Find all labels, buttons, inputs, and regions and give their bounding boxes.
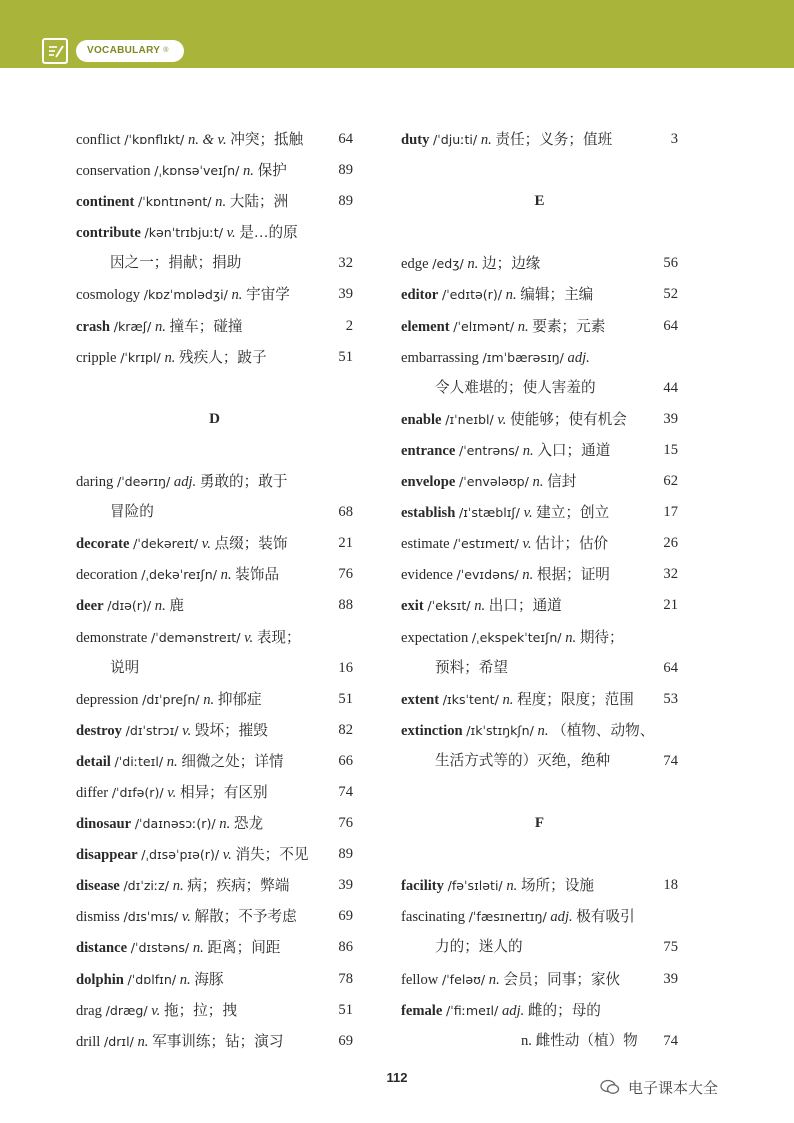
page-ref: 3: [670, 131, 678, 147]
definition: 建立；创立: [536, 505, 610, 522]
phonetic: /ˈfeləʊ/: [441, 971, 486, 987]
phonetic: /dɪə(r)/: [107, 598, 152, 614]
headword: envelope: [401, 474, 456, 491]
vocab-entry: [76, 342, 353, 373]
notepad-pencil-icon: [42, 38, 68, 64]
page-ref: 78: [338, 970, 353, 987]
spacer-line: [76, 373, 353, 404]
page-ref: 64: [663, 317, 678, 334]
phonetic: /ˈentrəns/: [458, 442, 520, 458]
definition: 信封: [547, 474, 577, 491]
part-of-speech: v.: [222, 847, 232, 864]
headword: dolphin: [76, 971, 124, 988]
page-ref: 16: [338, 659, 353, 676]
letter-heading: E: [534, 193, 545, 210]
part-of-speech: v.: [244, 629, 254, 646]
phonetic: /ɪksˈtent/: [442, 691, 499, 707]
definition: n. 雌性动（植）物: [521, 1032, 638, 1049]
part-of-speech: n.: [154, 318, 166, 335]
headword: expectation: [401, 629, 469, 646]
phonetic: /ˈkrɪpl/: [120, 349, 161, 365]
vocab-entry: [401, 279, 678, 310]
spacer-line: [401, 839, 678, 870]
definition: 军事训练；钻；演习: [152, 1033, 284, 1050]
page-ref: 44: [663, 379, 678, 396]
headword: conservation: [76, 163, 151, 180]
vocab-entry: [76, 559, 353, 590]
phonetic: /ɪmˈbærəsɪŋ/: [482, 349, 564, 365]
phonetic: /ˈdɪfə(r)/: [111, 784, 164, 800]
vocab-entry: [76, 715, 353, 746]
vocab-entry: [76, 124, 353, 155]
phonetic: /ˌdɪsəˈpɪə(r)/: [141, 847, 220, 863]
page-ref: 52: [663, 286, 678, 303]
phonetic: /ˈdjuːti/: [433, 132, 478, 147]
page-ref: 76: [338, 566, 353, 583]
definition: 生活方式等的）灭绝，绝种: [435, 752, 611, 769]
part-of-speech: n. & v.: [187, 132, 227, 148]
page-ref: 26: [663, 535, 678, 552]
phonetic: /ˈevɪdəns/: [456, 567, 519, 583]
vocab-entry: [401, 590, 678, 621]
vocab-entry: [401, 311, 678, 342]
part-of-speech: v.: [523, 505, 533, 522]
headword: extent: [401, 691, 440, 708]
part-of-speech: n.: [537, 722, 549, 739]
phonetic: /ˈkɒntɪnənt/: [138, 194, 212, 210]
headword: dismiss: [76, 909, 120, 926]
vocab-entry: [401, 559, 678, 590]
phonetic: /kənˈtrɪbjuːt/: [144, 225, 223, 241]
part-of-speech: n.: [242, 163, 254, 180]
definition: 点缀；装饰: [214, 536, 288, 553]
page-ref: 51: [338, 1001, 353, 1018]
definition: （植物、动物、: [552, 722, 655, 739]
page-ref: 74: [663, 1032, 678, 1049]
headword: cripple: [76, 349, 117, 366]
phonetic: /dɪˈstrɔɪ/: [125, 722, 179, 738]
definition: 令人难堪的；使人害羞的: [435, 379, 596, 396]
vocab-entry: [401, 342, 678, 373]
spacer-line: [76, 435, 353, 466]
part-of-speech: v.: [181, 909, 191, 926]
phonetic: /ˈfæsɪneɪtɪŋ/: [468, 909, 547, 925]
definition: 编辑；主编: [520, 287, 594, 304]
vocab-entry: [76, 155, 353, 186]
entry-continuation: [76, 497, 353, 528]
part-of-speech: n.: [220, 567, 232, 584]
headword: element: [401, 318, 450, 335]
phonetic: /ˈdaɪnəsɔː(r)/: [134, 816, 216, 832]
vocab-entry: [76, 590, 353, 621]
phonetic: /drɪl/: [103, 1033, 134, 1049]
part-of-speech: adj.: [567, 349, 590, 366]
definition: 距离；间距: [207, 940, 281, 957]
headword: fellow: [401, 971, 439, 988]
part-of-speech: n.: [154, 598, 166, 615]
part-of-speech: n.: [506, 878, 518, 895]
definition: 期待；: [579, 629, 624, 646]
part-of-speech: n.: [172, 878, 184, 895]
page-ref: 53: [663, 690, 678, 707]
definition: 细微之处；详情: [181, 753, 284, 770]
headword: establish: [401, 505, 456, 522]
headword: cosmology: [76, 287, 141, 304]
definition: 估计；估价: [535, 536, 609, 553]
headword: conflict: [76, 132, 121, 148]
wechat-icon: [600, 1079, 620, 1095]
vocab-entry: [76, 684, 353, 715]
phonetic: /ɪkˈstɪŋkʃn/: [466, 722, 534, 738]
definition: 撞车；碰撞: [169, 318, 243, 335]
page-ref: 51: [338, 348, 353, 365]
part-of-speech: n.: [231, 287, 243, 304]
part-of-speech: n.: [215, 194, 227, 211]
part-of-speech: n.: [488, 971, 500, 988]
phonetic: /fəˈsɪləti/: [447, 878, 503, 894]
phonetic: /ˌkɒnsəˈveɪʃn/: [154, 163, 240, 179]
page-ref: 82: [338, 721, 353, 738]
definition: 程度；限度；范围: [517, 691, 634, 708]
entry-continuation: [401, 373, 678, 404]
headword: fascinating: [401, 909, 466, 926]
definition: 因之一；捐献；捐助: [110, 255, 242, 272]
page-ref: 39: [663, 410, 678, 427]
headword: exit: [401, 598, 424, 615]
part-of-speech: n.: [192, 940, 204, 957]
entry-continuation: [76, 248, 353, 279]
phonetic: /ɪˈneɪbl/: [445, 411, 494, 427]
vocab-entry: [76, 217, 353, 248]
vocab-entry: [401, 528, 678, 559]
headword: embarrassing: [401, 349, 479, 366]
headword: duty: [401, 132, 430, 148]
definition: 装饰品: [235, 567, 280, 584]
definition: 毁坏；摧毁: [194, 722, 268, 739]
definition: 雌的；母的: [527, 1002, 601, 1019]
phonetic: /ˌdekəˈreɪʃn/: [141, 567, 217, 583]
part-of-speech: n.: [137, 1033, 149, 1050]
part-of-speech: n.: [517, 318, 529, 335]
part-of-speech: v.: [497, 411, 507, 428]
part-of-speech: n.: [467, 256, 479, 273]
spacer-line: [401, 217, 678, 248]
section-label: VOCABULARY ®: [76, 40, 184, 62]
vocab-entry: [76, 777, 353, 808]
definition: 力的；迷人的: [435, 939, 523, 956]
headword: differ: [76, 784, 109, 801]
entry-continuation: [401, 932, 678, 963]
definition: 根据；证明: [536, 567, 610, 584]
phonetic: /ˌekspekˈteɪʃn/: [471, 629, 562, 645]
headword: contribute: [76, 225, 141, 242]
definition: 相异；有区别: [179, 784, 268, 801]
phonetic: /ˈenvələʊp/: [458, 474, 529, 490]
letter-heading: F: [534, 815, 545, 832]
phonetic: /dɪsˈmɪs/: [123, 909, 179, 925]
part-of-speech: v.: [167, 784, 177, 801]
definition: 极有吸引: [576, 909, 635, 926]
phonetic: /ɪˈstæblɪʃ/: [459, 505, 520, 521]
part-of-speech: n.: [532, 474, 544, 491]
headword: distance: [76, 940, 128, 957]
headword: enable: [401, 411, 442, 428]
page-ref: 21: [663, 597, 678, 614]
headword: disappear: [76, 847, 138, 864]
headword: editor: [401, 287, 439, 304]
headword: daring: [76, 474, 114, 491]
definition: 冒险的: [110, 504, 154, 521]
definition: 拖；拉；拽: [163, 1002, 237, 1019]
definition: 使能够；使有机会: [510, 411, 627, 428]
vocab-entry: [401, 995, 678, 1026]
definition: 入口；通道: [537, 442, 611, 459]
vocab-entry: [76, 964, 353, 995]
part-of-speech: n.: [219, 816, 231, 833]
vocab-entry: [401, 622, 678, 653]
phonetic: /kɒzˈmɒlədʒi/: [143, 287, 228, 303]
phonetic: /ˈfiːmeɪl/: [445, 1002, 499, 1018]
phonetic: /dræg/: [105, 1002, 148, 1018]
vocab-entry: [76, 1026, 353, 1057]
phonetic: /kræʃ/: [113, 318, 152, 334]
page-number: 112: [386, 1070, 408, 1085]
part-of-speech: v.: [201, 536, 211, 553]
spacer-line: [401, 777, 678, 808]
spacer-line: [401, 155, 678, 186]
vocab-entry: [401, 248, 678, 279]
part-of-speech: n.: [203, 691, 215, 708]
part-of-speech: n.: [502, 691, 514, 708]
vocab-entry: [76, 839, 353, 870]
part-of-speech: n.: [565, 629, 577, 646]
definition: 出口；通道: [488, 598, 562, 615]
definition: 鹿: [169, 598, 185, 615]
part-of-speech: n.: [166, 753, 178, 770]
definition: 场所；设施: [520, 878, 594, 895]
vocab-entry: [401, 715, 678, 746]
vocab-entry: [401, 870, 678, 901]
headword: deer: [76, 598, 104, 615]
watermark-text: 电子课本大全: [628, 1079, 719, 1097]
page-ref: 66: [338, 752, 353, 769]
definition: 大陆；洲: [229, 194, 289, 211]
page-ref: 88: [338, 597, 353, 614]
headword: detail: [76, 753, 111, 770]
phonetic: /ˈkɒnflɪkt/: [124, 132, 185, 147]
page-ref: 39: [663, 970, 678, 987]
headword: crash: [76, 318, 111, 335]
phonetic: /ˈdeərɪŋ/: [116, 474, 171, 490]
headword: continent: [76, 194, 135, 211]
headword: decorate: [76, 536, 130, 553]
definition: 勇敢的；敢于: [199, 474, 288, 491]
page-ref: 69: [338, 1032, 353, 1049]
page-ref: 74: [338, 783, 353, 800]
headword: evidence: [401, 567, 453, 584]
page-ref: 89: [338, 162, 353, 179]
phonetic: /ˈdɒlfɪn/: [127, 971, 177, 987]
left-column: [76, 124, 353, 1057]
page-ref: 17: [663, 504, 678, 521]
definition: 残疾人；跛子: [179, 349, 267, 366]
page-ref: 64: [338, 131, 353, 147]
phonetic: /dɪˈpreʃn/: [142, 691, 200, 707]
definition: 表现；: [256, 629, 301, 646]
vocab-entry: [76, 808, 353, 839]
vocab-entry: [76, 186, 353, 217]
part-of-speech: v.: [151, 1002, 161, 1019]
phonetic: /ˈdɪstəns/: [130, 940, 190, 956]
vocab-entry: [76, 466, 353, 497]
headword: edge: [401, 256, 429, 273]
definition: 要素；元素: [532, 318, 606, 335]
part-of-speech: adj.: [550, 909, 573, 926]
definition: 责任；义务；值班: [495, 132, 613, 148]
definition: 恐龙: [233, 816, 264, 833]
headword: decoration: [76, 567, 138, 584]
right-column: [401, 124, 678, 1057]
phonetic: /ˈdemənstreɪt/: [150, 629, 241, 645]
entry-continuation: [401, 653, 678, 684]
headword: drag: [76, 1002, 102, 1019]
page-ref: 69: [338, 908, 353, 925]
page-ref: 56: [663, 255, 678, 272]
part-of-speech: v.: [226, 225, 236, 242]
part-of-speech: n.: [480, 132, 492, 148]
headword: demonstrate: [76, 629, 148, 646]
vocab-entry: [76, 932, 353, 963]
part-of-speech: adj.: [173, 474, 197, 491]
part-of-speech: n.: [179, 971, 191, 988]
headword: dinosaur: [76, 816, 132, 833]
definition: 保护: [257, 163, 287, 180]
definition: 抑郁症: [217, 691, 262, 708]
definition: 边；边缘: [482, 256, 541, 273]
page-ref: 21: [338, 535, 353, 552]
entry-continuation: [401, 746, 678, 777]
vocab-entry: [401, 435, 678, 466]
page-ref: 18: [663, 877, 678, 894]
part-of-speech: n.: [522, 567, 534, 584]
page-ref: 2: [345, 317, 353, 334]
page-ref: 15: [663, 441, 678, 458]
headword: female: [401, 1002, 443, 1019]
header-bar: [0, 0, 794, 68]
vocab-entry: [76, 622, 353, 653]
vocab-entry: [76, 279, 353, 310]
vocab-entry: [401, 466, 678, 497]
vocab-entry: [76, 995, 353, 1026]
part-of-speech: n.: [164, 349, 176, 366]
definition: 是…的原: [239, 225, 298, 242]
page-ref: 75: [663, 939, 678, 956]
page-ref: 32: [663, 566, 678, 583]
phonetic: /edʒ/: [432, 256, 464, 272]
headword: disease: [76, 878, 120, 895]
entry-continuation: [401, 1026, 678, 1057]
headword: estimate: [401, 536, 450, 553]
definition: 解散；不予考虑: [194, 909, 297, 926]
vocab-entry: [401, 404, 678, 435]
vocab-entry: [76, 901, 353, 932]
phonetic: /ˈestɪmeɪt/: [453, 536, 519, 552]
phonetic: /ˈdiːteɪl/: [114, 753, 164, 769]
part-of-speech: n.: [505, 287, 517, 304]
headword: destroy: [76, 722, 122, 739]
vocab-entry: [401, 901, 678, 932]
phonetic: /ˈdekəreɪt/: [133, 536, 199, 552]
definition: 说明: [110, 659, 140, 676]
page-ref: 51: [338, 690, 353, 707]
definition: 病；疾病；弊端: [187, 878, 290, 895]
vocab-entry: [401, 497, 678, 528]
headword: depression: [76, 691, 139, 708]
phonetic: /dɪˈziːz/: [123, 878, 170, 894]
vocab-entry: [76, 746, 353, 777]
page-ref: 89: [338, 846, 353, 863]
page-ref: 86: [338, 939, 353, 956]
vocab-entry: [76, 311, 353, 342]
definition: 会员；同事；家伙: [503, 971, 621, 988]
headword: facility: [401, 878, 444, 895]
headword: entrance: [401, 442, 456, 459]
phonetic: /ˈedɪtə(r)/: [441, 287, 503, 303]
phonetic: /ˈeksɪt/: [427, 598, 471, 614]
page-ref: 32: [338, 255, 353, 272]
part-of-speech: n.: [522, 442, 534, 459]
page-ref: 39: [338, 877, 353, 894]
definition: 宇宙学: [246, 287, 290, 304]
part-of-speech: v.: [182, 722, 192, 739]
page-ref: 39: [338, 286, 353, 303]
definition: 海豚: [194, 971, 224, 988]
page-ref: 64: [663, 659, 678, 676]
page-ref: 74: [663, 752, 678, 769]
vocab-entry: [401, 684, 678, 715]
headword: drill: [76, 1033, 101, 1050]
definition: 预料；希望: [435, 659, 508, 676]
entry-continuation: [76, 653, 353, 684]
letter-heading: D: [209, 410, 220, 427]
definition: 冲突；抵触: [230, 132, 304, 148]
vocab-entry: [401, 964, 678, 995]
headword: extinction: [401, 722, 463, 739]
page-ref: 89: [338, 193, 353, 210]
part-of-speech: v.: [522, 536, 532, 553]
vocab-entry: [401, 124, 678, 155]
vocab-entry: [76, 528, 353, 559]
page-ref: 62: [663, 473, 678, 490]
phonetic: /ˈelɪmənt/: [453, 318, 515, 334]
part-of-speech: adj.: [501, 1002, 525, 1019]
definition: 消失；不见: [235, 847, 309, 864]
page-ref: 76: [338, 815, 353, 832]
page-ref: 68: [338, 504, 353, 521]
part-of-speech: n.: [474, 598, 486, 615]
vocab-entry: [76, 870, 353, 901]
